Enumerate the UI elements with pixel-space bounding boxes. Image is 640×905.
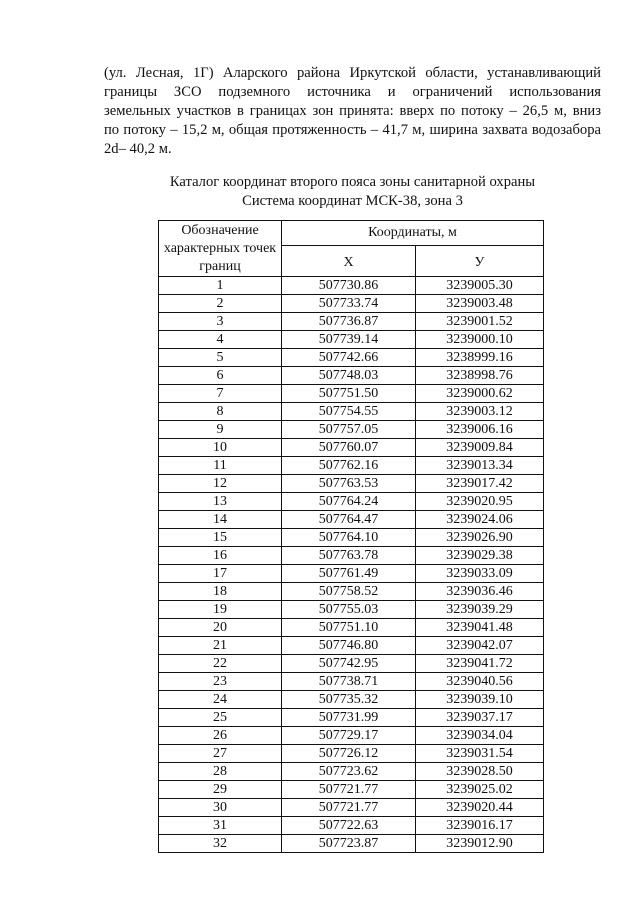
y-coordinate-cell: 3239013.34	[416, 457, 544, 475]
y-coordinate-cell: 3239039.29	[416, 601, 544, 619]
y-coordinate-cell: 3239034.04	[416, 727, 544, 745]
x-coordinate-cell: 507721.77	[282, 799, 416, 817]
table-row	[159, 457, 544, 475]
point-number-cell: 15	[159, 529, 282, 547]
x-coordinate-cell: 507721.77	[282, 781, 416, 799]
y-coordinate-cell: 3239042.07	[416, 637, 544, 655]
table-row	[159, 529, 544, 547]
x-coordinate-cell: 507746.80	[282, 637, 416, 655]
table-row	[159, 781, 544, 799]
point-number-cell: 23	[159, 673, 282, 691]
table-row	[159, 691, 544, 709]
table-row	[159, 727, 544, 745]
table-row	[159, 655, 544, 673]
header-y: У	[416, 245, 544, 277]
point-number-cell: 31	[159, 817, 282, 835]
point-number-cell: 30	[159, 799, 282, 817]
y-coordinate-cell: 3238999.16	[416, 349, 544, 367]
y-coordinate-cell: 3239029.38	[416, 547, 544, 565]
y-coordinate-cell: 3239026.90	[416, 529, 544, 547]
table-row	[159, 493, 544, 511]
table-row	[159, 277, 544, 295]
x-coordinate-cell: 507735.32	[282, 691, 416, 709]
point-number-cell: 12	[159, 475, 282, 493]
header-coordinates: Координаты, м	[282, 221, 544, 246]
point-number-cell: 11	[159, 457, 282, 475]
point-number-cell: 20	[159, 619, 282, 637]
point-number-cell: 1	[159, 277, 282, 295]
paragraph-line: земельных участков в границах зон принята: вверх по потоку – 26,5 м, вниз	[104, 103, 601, 119]
point-number-cell: 27	[159, 745, 282, 763]
y-coordinate-cell: 3239003.12	[416, 403, 544, 421]
point-number-cell: 4	[159, 331, 282, 349]
x-coordinate-cell: 507751.10	[282, 619, 416, 637]
x-coordinate-cell: 507758.52	[282, 583, 416, 601]
y-coordinate-cell: 3239020.95	[416, 493, 544, 511]
table-row	[159, 511, 544, 529]
y-coordinate-cell: 3239039.10	[416, 691, 544, 709]
y-coordinate-cell: 3239041.72	[416, 655, 544, 673]
paragraph-line: по потоку – 15,2 м, общая протяженность – 41,7 м, ширина захвата водозабора	[104, 122, 601, 138]
table-row	[159, 295, 544, 313]
x-coordinate-cell: 507764.10	[282, 529, 416, 547]
point-number-cell: 24	[159, 691, 282, 709]
y-coordinate-cell: 3239012.90	[416, 835, 544, 853]
table-row	[159, 565, 544, 583]
x-coordinate-cell: 507755.03	[282, 601, 416, 619]
x-coordinate-cell: 507763.53	[282, 475, 416, 493]
x-coordinate-cell: 507733.74	[282, 295, 416, 313]
point-number-cell: 10	[159, 439, 282, 457]
y-coordinate-cell: 3239036.46	[416, 583, 544, 601]
y-coordinate-cell: 3239000.62	[416, 385, 544, 403]
y-coordinate-cell: 3239006.16	[416, 421, 544, 439]
table-row	[159, 601, 544, 619]
x-coordinate-cell: 507739.14	[282, 331, 416, 349]
x-coordinate-cell: 507731.99	[282, 709, 416, 727]
table-row	[159, 439, 544, 457]
x-coordinate-cell: 507751.50	[282, 385, 416, 403]
table-row	[159, 421, 544, 439]
table-row	[159, 385, 544, 403]
header-point-name: Обозначение характерных точек границ	[159, 221, 282, 277]
x-coordinate-cell: 507742.95	[282, 655, 416, 673]
table-row	[159, 835, 544, 853]
y-coordinate-cell: 3239031.54	[416, 745, 544, 763]
x-coordinate-cell: 507757.05	[282, 421, 416, 439]
x-coordinate-cell: 507742.66	[282, 349, 416, 367]
x-coordinate-cell: 507761.49	[282, 565, 416, 583]
point-number-cell: 2	[159, 295, 282, 313]
coordinates-table	[158, 220, 544, 853]
x-coordinate-cell: 507738.71	[282, 673, 416, 691]
y-coordinate-cell: 3239017.42	[416, 475, 544, 493]
y-coordinate-cell: 3239005.30	[416, 277, 544, 295]
paragraph-line: (ул. Лесная, 1Г) Аларского района Иркутской области, устанавливающий	[104, 65, 601, 81]
y-coordinate-cell: 3239016.17	[416, 817, 544, 835]
paragraph-line: границы ЗСО подземного источника и ограничений использования	[104, 84, 601, 100]
y-coordinate-cell: 3239037.17	[416, 709, 544, 727]
x-coordinate-cell: 507722.63	[282, 817, 416, 835]
table-caption-title: Каталог координат второго пояса зоны санитарной охраны	[169, 174, 536, 190]
table-row	[159, 673, 544, 691]
y-coordinate-cell: 3239040.56	[416, 673, 544, 691]
table-row	[159, 349, 544, 367]
y-coordinate-cell: 3239024.06	[416, 511, 544, 529]
point-number-cell: 7	[159, 385, 282, 403]
y-coordinate-cell: 3239033.09	[416, 565, 544, 583]
header-x: X	[282, 245, 416, 277]
y-coordinate-cell: 3239020.44	[416, 799, 544, 817]
table-row	[159, 475, 544, 493]
x-coordinate-cell: 507764.24	[282, 493, 416, 511]
x-coordinate-cell: 507754.55	[282, 403, 416, 421]
y-coordinate-cell: 3239000.10	[416, 331, 544, 349]
table-row	[159, 583, 544, 601]
x-coordinate-cell: 507762.16	[282, 457, 416, 475]
table-row	[159, 403, 544, 421]
point-number-cell: 17	[159, 565, 282, 583]
point-number-cell: 14	[159, 511, 282, 529]
table-row	[159, 547, 544, 565]
point-number-cell: 25	[159, 709, 282, 727]
x-coordinate-cell: 507736.87	[282, 313, 416, 331]
table-row	[159, 637, 544, 655]
point-number-cell: 18	[159, 583, 282, 601]
y-coordinate-cell: 3239041.48	[416, 619, 544, 637]
point-number-cell: 8	[159, 403, 282, 421]
x-coordinate-cell: 507723.62	[282, 763, 416, 781]
point-number-cell: 13	[159, 493, 282, 511]
table-row	[159, 763, 544, 781]
point-number-cell: 29	[159, 781, 282, 799]
point-number-cell: 16	[159, 547, 282, 565]
table-row	[159, 331, 544, 349]
y-coordinate-cell: 3239003.48	[416, 295, 544, 313]
intro-paragraph	[104, 64, 601, 159]
table-row	[159, 619, 544, 637]
table-caption-system: Система координат МСК-38, зона 3	[242, 193, 463, 209]
table-row	[159, 799, 544, 817]
x-coordinate-cell: 507729.17	[282, 727, 416, 745]
y-coordinate-cell: 3239009.84	[416, 439, 544, 457]
point-number-cell: 21	[159, 637, 282, 655]
table-row	[159, 313, 544, 331]
table-row	[159, 709, 544, 727]
point-number-cell: 6	[159, 367, 282, 385]
x-coordinate-cell: 507723.87	[282, 835, 416, 853]
x-coordinate-cell: 507730.86	[282, 277, 416, 295]
table-row	[159, 745, 544, 763]
x-coordinate-cell: 507748.03	[282, 367, 416, 385]
point-number-cell: 26	[159, 727, 282, 745]
point-number-cell: 32	[159, 835, 282, 853]
table-row	[159, 367, 544, 385]
paragraph-line: 2d– 40,2 м.	[104, 141, 172, 157]
point-number-cell: 28	[159, 763, 282, 781]
y-coordinate-cell: 3239001.52	[416, 313, 544, 331]
point-number-cell: 3	[159, 313, 282, 331]
point-number-cell: 9	[159, 421, 282, 439]
y-coordinate-cell: 3238998.76	[416, 367, 544, 385]
point-number-cell: 19	[159, 601, 282, 619]
point-number-cell: 22	[159, 655, 282, 673]
point-number-cell: 5	[159, 349, 282, 367]
table-row	[159, 817, 544, 835]
x-coordinate-cell: 507763.78	[282, 547, 416, 565]
x-coordinate-cell: 507760.07	[282, 439, 416, 457]
y-coordinate-cell: 3239025.02	[416, 781, 544, 799]
x-coordinate-cell: 507726.12	[282, 745, 416, 763]
x-coordinate-cell: 507764.47	[282, 511, 416, 529]
y-coordinate-cell: 3239028.50	[416, 763, 544, 781]
